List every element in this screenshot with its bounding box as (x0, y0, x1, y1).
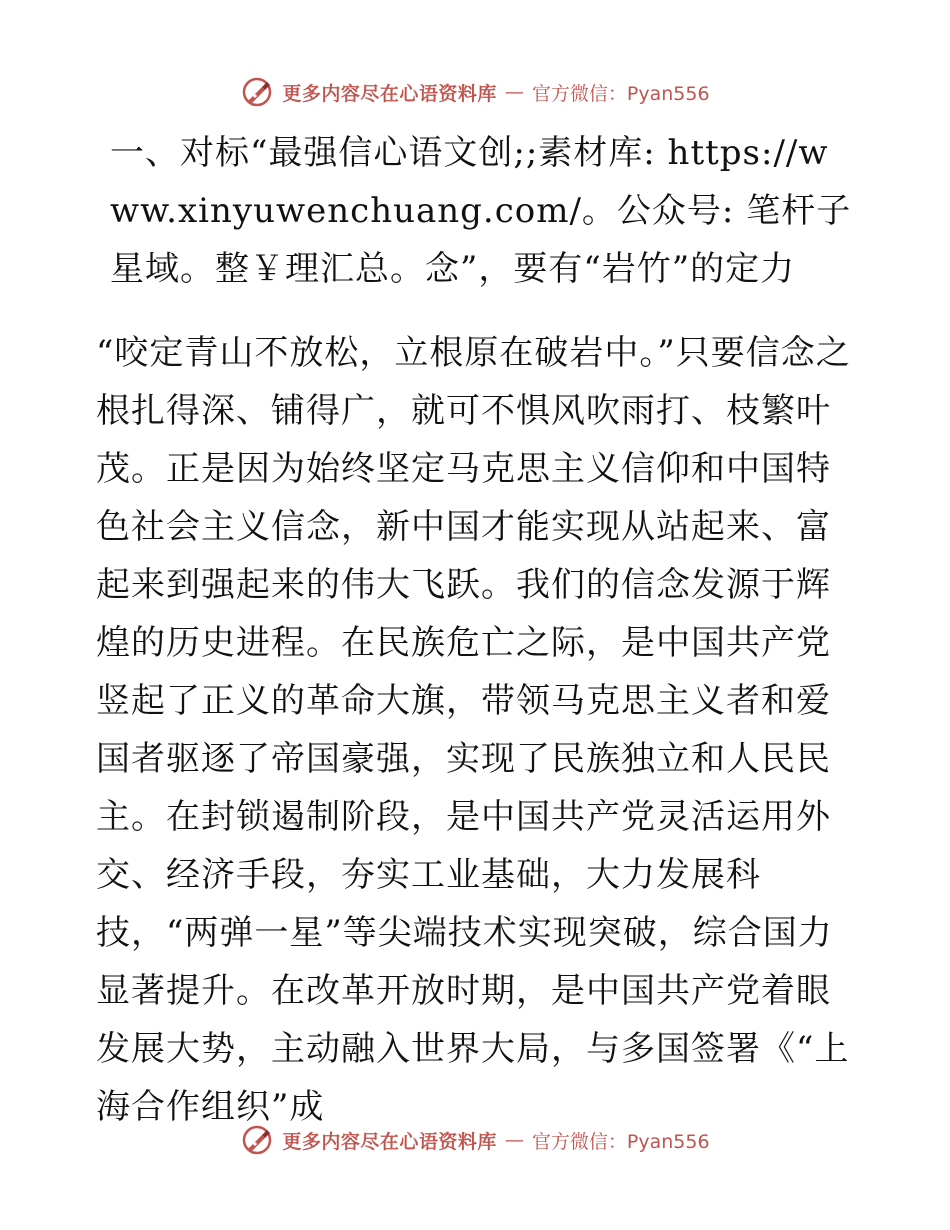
banner-brand-text: 更多内容尽在心语资料库 (282, 1130, 497, 1153)
section-heading: 一、对标“最强信心语文创;;素材库: https://www.xinyuwenchuang.com/。公众号: 笔杆子星域。整￥理汇总。念”，要有“岩竹”的定力 (110, 133, 852, 289)
document-body (96, 124, 856, 1136)
banner-separator: — (504, 81, 524, 103)
banner-brand-text: 更多内容尽在心语资料库 (282, 82, 497, 105)
header-banner (0, 72, 950, 112)
footer-banner (0, 1120, 950, 1160)
banner-wechat-text: 官方微信：Pyan556 (531, 82, 710, 105)
banner-separator: — (504, 1129, 524, 1151)
fountain-pen-logo-icon (240, 1123, 274, 1157)
banner-wechat-text: 官方微信：Pyan556 (531, 1130, 710, 1153)
fountain-pen-logo-icon (240, 75, 274, 109)
body-paragraph: “咬定青山不放松，立根原在破岩中。”只要信念之根扎得深、铺得广，就可不惧风吹雨打、枝繁叶茂。正是因为始终坚定马克思主义信仰和中国特色社会主义信念，新中国才能实现从站起来、富起来到强起来的伟大飞跃。我们的信念发源于辉煌的历史进程。在民族危亡之际，是中国共产党竖起了正义的革命大旗，带领马克思主义者和爱国者驱逐了帝国豪强，实现了民族独立和人民民主。在封锁遏制阶段，是中国共产党灵活运用外交、经济手段，夯实工业基础，大力发展科技，“两弹一星”等尖端技术实现突破，综合国力显著提升。在改革开放时期，是中国共产党着眼发展大势，主动融入世界大局，与多国签署《“上海合作组织”成 (96, 333, 851, 1127)
